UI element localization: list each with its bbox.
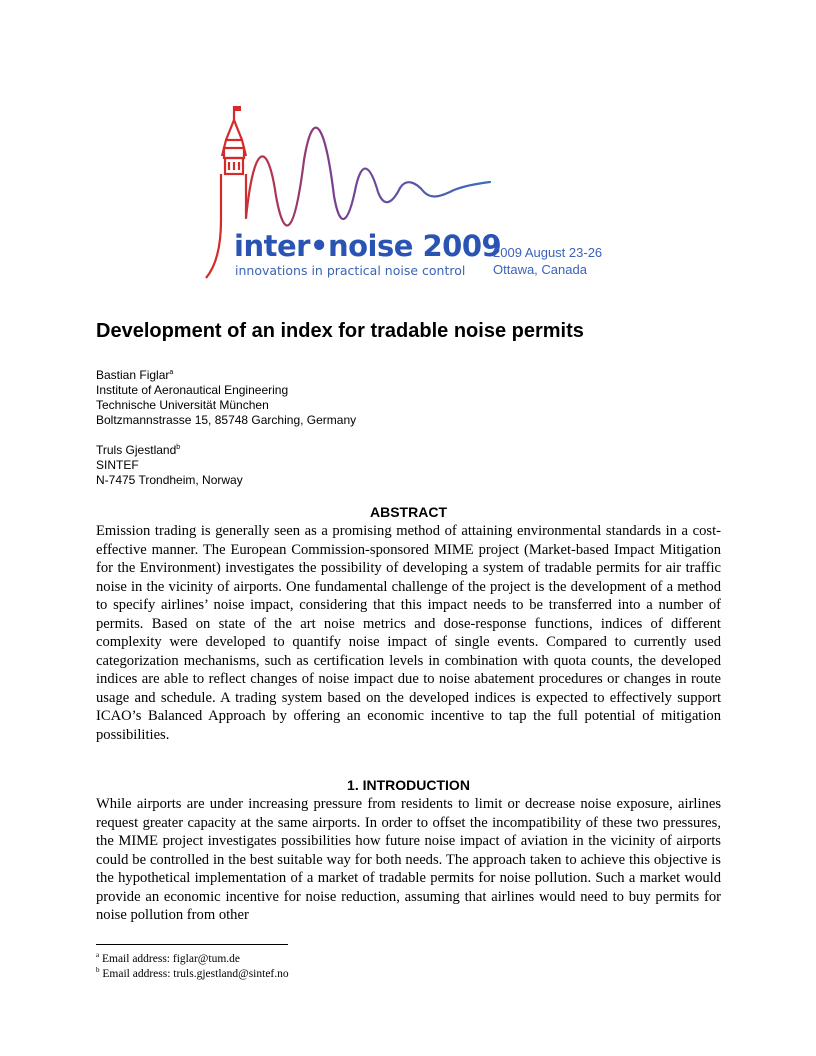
intro-text: While airports are under increasing pressure from residents to limit or decrease noise exposure, airlines request greater capacity at the same airports. In order to offset the incompatibility of these two pressures, the MIME project investigates possibilities how future noise impact of aviation in the vicinity of airports could be controlled in the best suitable way for both needs. The approach taken to achieve this objective is the hypothetical implementation of a market of tradable permits for noise pollution. Such a market would provide an economic incentive for noise reduction, assuming that airlines would need to buy permits for noise pollution from other — [96, 796, 721, 923]
affiliation-line: N-7475 Trondheim, Norway — [96, 473, 243, 487]
logo-tagline: innovations in practical noise control — [235, 263, 466, 278]
author-block-1 — [96, 368, 356, 428]
paper-title: Development of an index for tradable noise permits — [96, 320, 584, 342]
author-name: Bastian Figlar — [96, 368, 170, 382]
footnote-text: Email address: truls.gjestland@sintef.no — [102, 968, 289, 980]
affiliation-line: Technische Universität München — [96, 398, 269, 412]
footnote-a — [96, 953, 240, 965]
conference-location: Ottawa, Canada — [493, 262, 587, 277]
footnote-mark: a — [96, 951, 100, 960]
author-name: Truls Gjestland — [96, 443, 177, 457]
author-mark: b — [176, 444, 181, 451]
author-mark: a — [169, 369, 174, 376]
abstract-heading: ABSTRACT — [370, 504, 447, 520]
logo-name: inter•noise 2009 — [234, 229, 502, 263]
intro-heading: 1. INTRODUCTION — [347, 777, 470, 793]
footnote-divider — [96, 944, 288, 945]
footnote-mark: b — [96, 966, 100, 975]
abstract-text: Emission trading is generally seen as a promising method of attaining environmental standards in a cost-effective manner. The European Commission-sponsored MIME project (Market-based Impact Mitigation for the Environment) investigates the possibility of developing a system of tradable permits for air traffic noise in the vicinity of airports. One fundamental challenge of the project is the development of a method to specify airlines’ noise impact, considering that this impact needs to be transferred into a number of permits. Based on state of the art noise metrics and dose-response functions, indices of different complexity were developed to quantify noise impact of single events. Compared to currently used categorization mechanisms, such as certification levels in combination with quota counts, the developed indices are able to reflect changes of noise impact due to noise abatement procedures or changes in route usage and schedule. A trading system based on the developed indices is expected to effectively support ICAO’s Balanced Approach by offering an economic incentive to tap the full potential of mitigation possibilities. — [96, 523, 721, 743]
affiliation-line: Boltzmannstrasse 15, 85748 Garching, Germany — [96, 413, 357, 427]
author-block-2 — [96, 443, 243, 488]
sound-wave-icon — [246, 128, 490, 226]
footnote-b — [96, 968, 289, 980]
conference-date: 2009 August 23-26 — [493, 245, 603, 260]
affiliation-line: Institute of Aeronautical Engineering — [96, 383, 289, 397]
footnote-text: Email address: figlar@tum.de — [101, 953, 240, 965]
affiliation-line: SINTEF — [96, 458, 139, 472]
